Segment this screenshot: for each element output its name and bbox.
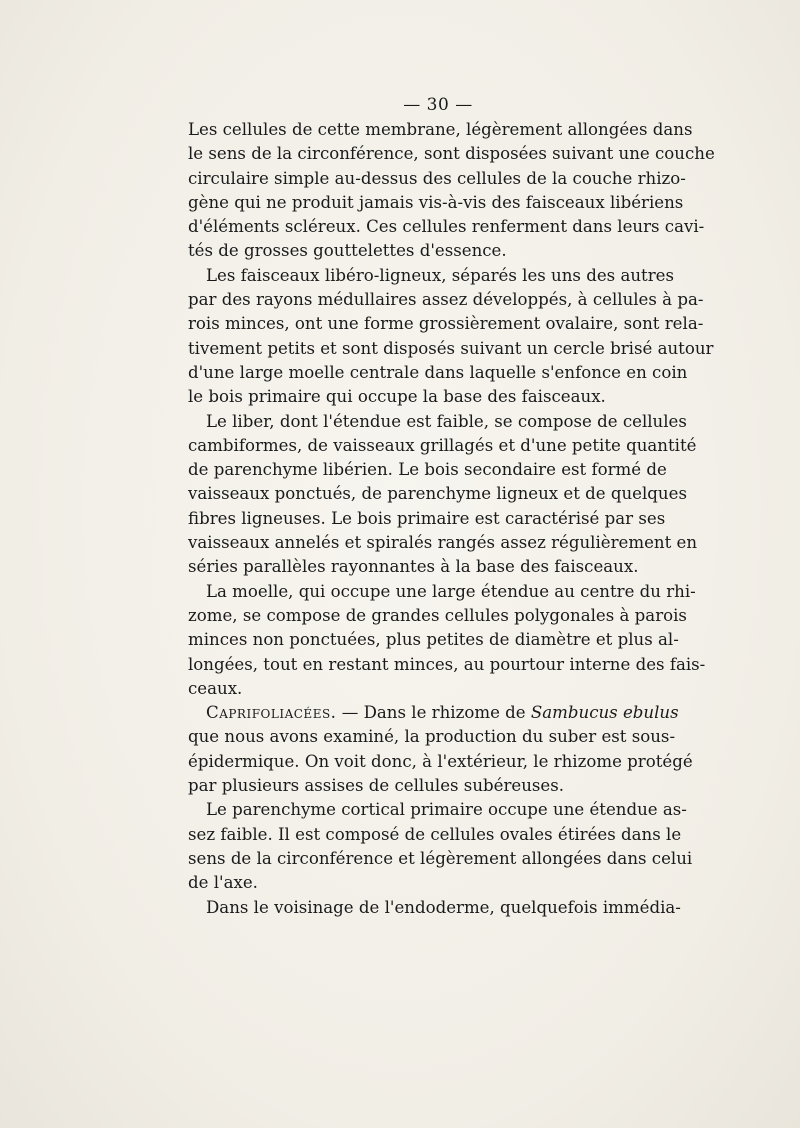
section-heading: Caprifoliacées.	[206, 703, 337, 723]
text-line: circulaire simple au-dessus des cellules de la couche rhizo-	[188, 168, 686, 188]
text-line: fibres ligneuses. Le bois primaire est caractérisé par ses	[188, 508, 666, 528]
species-name: Sambucus ebulus	[530, 703, 679, 723]
text-line: que nous avons examiné, la production du suber est sous-	[188, 727, 676, 747]
text-line: longées, tout en restant minces, au pourtour interne des fais-	[188, 654, 706, 674]
text-line: vaisseaux ponctués, de parenchyme ligneux et de quelques	[188, 484, 687, 504]
text-line: La moelle, qui occupe une large étendue au centre du rhi-	[206, 581, 696, 601]
text-line: cambiformes, de vaisseaux grillagés et d'une petite quantité	[188, 435, 697, 455]
text-line: sez faible. Il est composé de cellules ovales étirées dans le	[188, 824, 682, 844]
text-line: rois minces, ont une forme grossièrement ovalaire, sont rela-	[188, 314, 704, 334]
text-line: gène qui ne produit jamais vis-à-vis des faisceaux libériens	[188, 192, 684, 212]
paragraphs-bottom	[188, 725, 693, 919]
text-line: séries parallèles rayonnantes à la base des faisceaux.	[188, 557, 639, 577]
heading-continuation: — Dans le rhizome de	[336, 703, 531, 723]
text-line: sens de la circonférence et légèrement allongées dans celui	[188, 848, 693, 868]
text-line	[188, 701, 679, 725]
text-line: ceaux.	[188, 678, 243, 698]
text-line: tivement petits et sont disposés suivant un cercle brisé autour	[188, 338, 714, 358]
text-line: le bois primaire qui occupe la base des faisceaux.	[188, 387, 606, 407]
text-line: zome, se compose de grandes cellules polygonales à parois	[188, 605, 687, 625]
text-line: Le liber, dont l'étendue est faible, se compose de cellules	[206, 411, 687, 431]
text-line: Dans le voisinage de l'endoderme, quelquefois immédia-	[206, 897, 681, 917]
page-number: — 30 —	[403, 95, 473, 115]
text-line: par des rayons médullaires assez développés, à cellules à pa-	[188, 290, 704, 310]
text-line: Le parenchyme cortical primaire occupe une étendue as-	[206, 800, 687, 820]
text-line: le sens de la circonférence, sont disposées suivant une couche	[188, 144, 715, 164]
text-line: par plusieurs assises de cellules subéreuses.	[188, 776, 565, 796]
text-line: d'éléments scléreux. Ces cellules renferment dans leurs cavi-	[188, 217, 705, 237]
text-line: de l'axe.	[188, 873, 258, 893]
text-line: tés de grosses gouttelettes d'essence.	[188, 241, 507, 261]
paragraphs-top	[188, 118, 715, 701]
text-line: de parenchyme libérien. Le bois secondaire est formé de	[188, 460, 667, 480]
text-line: Les cellules de cette membrane, légèrement allongées dans	[188, 120, 693, 139]
text-line: Les faisceaux libéro-ligneux, séparés les uns des autres	[206, 265, 674, 285]
text-line: épidermique. On voit donc, à l'extérieur, le rhizome protégé	[188, 751, 693, 771]
text-line: vaisseaux annelés et spiralés rangés assez régulièrement en	[188, 533, 698, 553]
text-line: minces non ponctuées, plus petites de diamètre et plus al-	[188, 630, 679, 650]
text-line: d'une large moelle centrale dans laquelle s'enfonce en coin	[188, 362, 688, 382]
page-text	[188, 92, 715, 920]
